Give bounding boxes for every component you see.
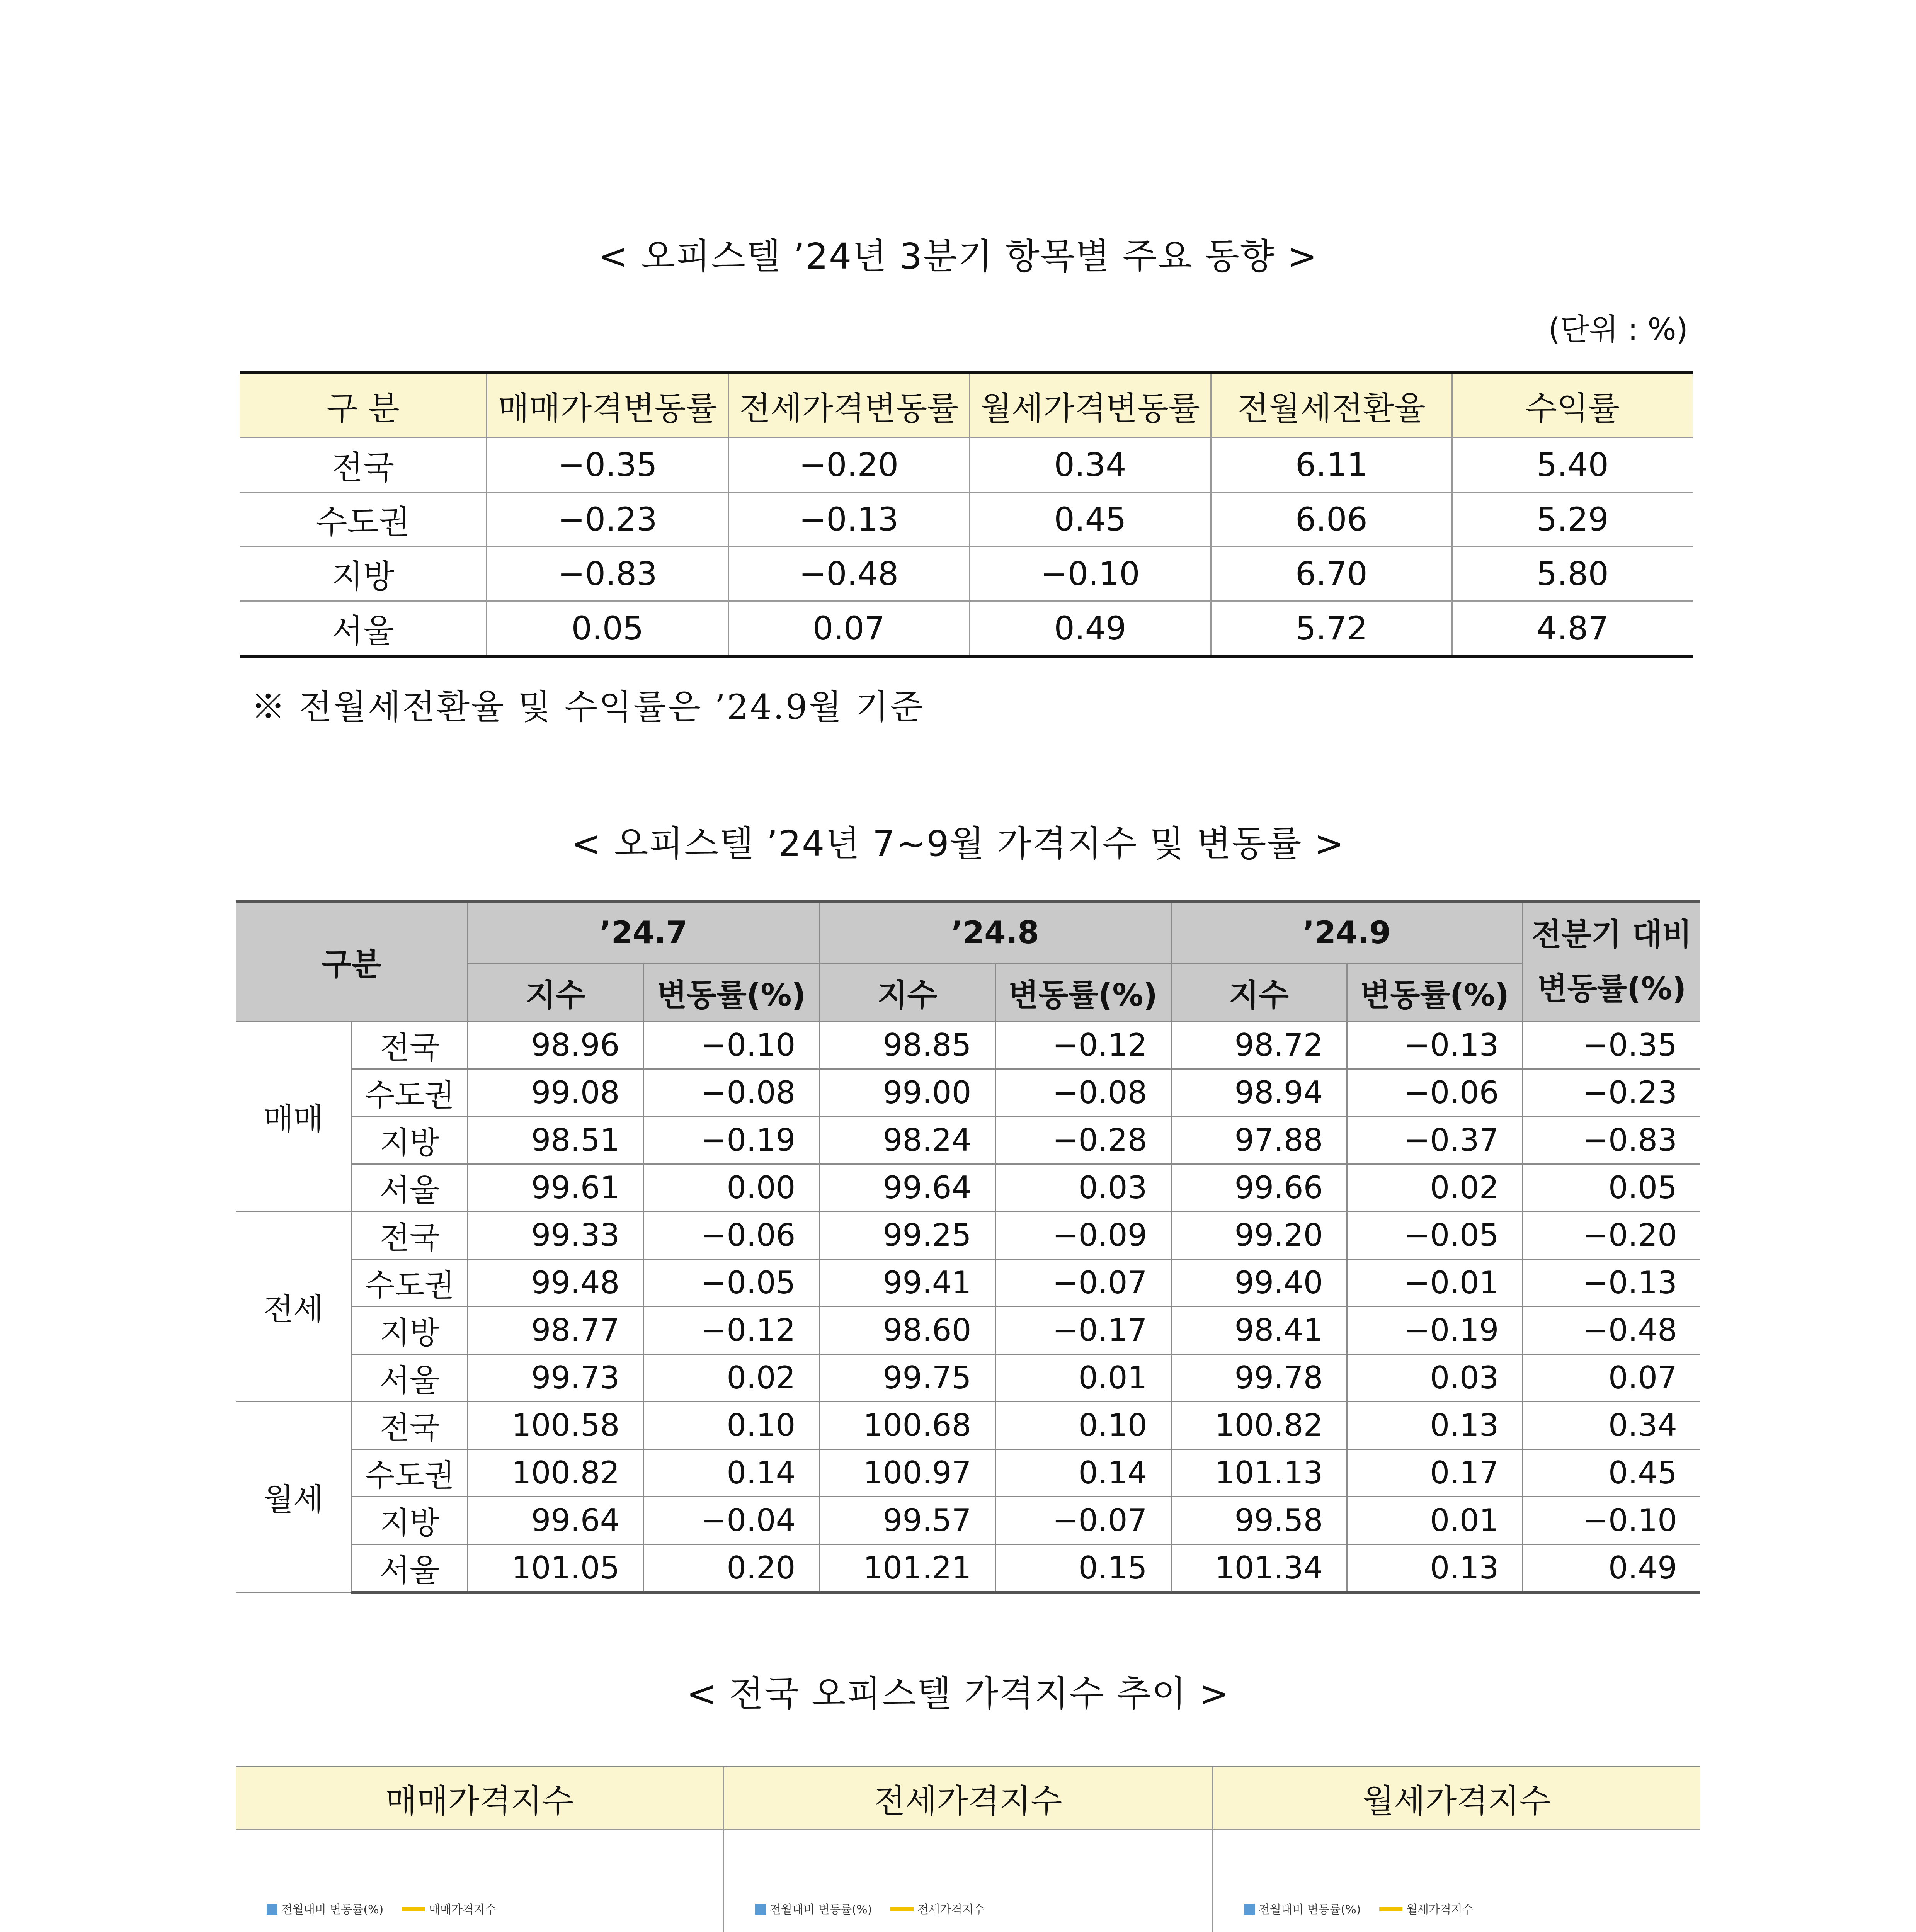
value-cell: 100.82: [1171, 1401, 1347, 1449]
value-cell: −0.23: [1523, 1069, 1700, 1116]
value-cell: 0.03: [995, 1164, 1171, 1211]
legend-bar-label: 전월대비 변동률(%): [281, 1903, 384, 1917]
value-cell: 98.77: [468, 1306, 643, 1354]
table-row: [236, 1164, 1700, 1211]
value-cell: 4.87: [1452, 601, 1693, 657]
legend-bar-swatch: [267, 1904, 277, 1915]
sub-header-rate: 변동률(%): [1347, 963, 1523, 1021]
sub-header-index: 지수: [468, 963, 643, 1021]
charts-title: < 전국 오피스텔 가격지수 추이 >: [686, 1673, 1230, 1714]
month-header: ’24.8: [819, 901, 1171, 963]
value-cell: 101.05: [468, 1544, 643, 1592]
value-cell: −0.37: [1347, 1116, 1523, 1164]
quarter-change-header: [1523, 901, 1700, 1021]
value-cell: 0.01: [1347, 1497, 1523, 1544]
table-row: [236, 1259, 1700, 1306]
value-cell: 98.72: [1171, 1021, 1347, 1069]
value-cell: −0.08: [643, 1069, 819, 1116]
region-cell: 전국: [352, 1021, 468, 1069]
value-cell: 99.64: [468, 1497, 643, 1544]
value-cell: −0.10: [643, 1021, 819, 1069]
value-cell: 5.40: [1452, 438, 1693, 492]
chart-panel-body: [236, 1830, 1700, 1932]
value-cell: 99.08: [468, 1069, 643, 1116]
value-cell: 6.70: [1211, 547, 1452, 601]
value-cell: 0.49: [970, 601, 1211, 657]
value-cell: 98.24: [819, 1116, 995, 1164]
value-cell: 98.94: [1171, 1069, 1347, 1116]
value-cell: 0.00: [643, 1164, 819, 1211]
value-cell: −0.06: [1347, 1069, 1523, 1116]
region-cell: 지방: [352, 1116, 468, 1164]
region-cell: 서울: [352, 1164, 468, 1211]
summary-table: [240, 371, 1693, 658]
value-cell: 0.14: [995, 1449, 1171, 1497]
table-row: [236, 1306, 1700, 1354]
region-cell: 전국: [240, 438, 487, 492]
index-table-body: [236, 1021, 1700, 1592]
table-row: [236, 1544, 1700, 1592]
legend-bar-swatch: [755, 1904, 766, 1915]
value-cell: 0.05: [487, 601, 728, 657]
value-cell: −0.35: [487, 438, 728, 492]
value-cell: 6.06: [1211, 492, 1452, 547]
summary-col-header: 전월세전환율: [1211, 373, 1452, 438]
table-row: [240, 438, 1693, 492]
monthly-chart-svg: [1213, 1830, 1701, 1932]
value-cell: −0.20: [728, 438, 970, 492]
value-cell: 100.97: [819, 1449, 995, 1497]
value-cell: 0.13: [1347, 1544, 1523, 1592]
value-cell: −0.07: [995, 1259, 1171, 1306]
legend-line-label: 전세가격지수: [917, 1903, 985, 1917]
region-cell: 수도권: [352, 1069, 468, 1116]
table-row: [240, 547, 1693, 601]
value-cell: −0.05: [1347, 1211, 1523, 1259]
value-cell: 101.21: [819, 1544, 995, 1592]
value-cell: −0.83: [1523, 1116, 1700, 1164]
group-cell: 전세: [236, 1211, 352, 1401]
value-cell: 99.41: [819, 1259, 995, 1306]
region-cell: 전국: [352, 1211, 468, 1259]
value-cell: 0.34: [1523, 1401, 1700, 1449]
table-row: [240, 601, 1693, 657]
value-cell: −0.06: [643, 1211, 819, 1259]
value-cell: 0.45: [1523, 1449, 1700, 1497]
value-cell: 99.57: [819, 1497, 995, 1544]
value-cell: −0.48: [728, 547, 970, 601]
value-cell: 99.58: [1171, 1497, 1347, 1544]
table1-note: ※ 전월세전환율 및 수익률은 ’24.9월 기준: [251, 687, 924, 727]
value-cell: 0.15: [995, 1544, 1171, 1592]
value-cell: −0.10: [1523, 1497, 1700, 1544]
table-row: [236, 1354, 1700, 1401]
summary-table-header: [240, 373, 1693, 438]
region-cell: 전국: [352, 1401, 468, 1449]
value-cell: −0.12: [643, 1306, 819, 1354]
summary-table-body: [240, 438, 1693, 657]
value-cell: −0.19: [1347, 1306, 1523, 1354]
legend-line-label: 매매가격지수: [429, 1903, 496, 1917]
chart-monthly: [1213, 1830, 1700, 1932]
chart-header-sale: 매매가격지수: [236, 1767, 724, 1829]
sale-chart-svg: [236, 1830, 723, 1932]
sub-header-index: 지수: [1171, 963, 1347, 1021]
value-cell: 0.02: [643, 1354, 819, 1401]
summary-col-header: 전세가격변동률: [728, 373, 970, 438]
value-cell: −0.09: [995, 1211, 1171, 1259]
summary-col-header: 매매가격변동률: [487, 373, 728, 438]
sub-header-index: 지수: [819, 963, 995, 1021]
table-row: [236, 1497, 1700, 1544]
value-cell: −0.20: [1523, 1211, 1700, 1259]
value-cell: 99.00: [819, 1069, 995, 1116]
value-cell: −0.12: [995, 1021, 1171, 1069]
value-cell: 100.82: [468, 1449, 643, 1497]
summary-col-header: 수익률: [1452, 373, 1693, 438]
value-cell: 98.41: [1171, 1306, 1347, 1354]
value-cell: 99.48: [468, 1259, 643, 1306]
chart-sale: [236, 1830, 724, 1932]
chart-jeonse: [724, 1830, 1213, 1932]
value-cell: 0.07: [728, 601, 970, 657]
table-row: [236, 1069, 1700, 1116]
region-cell: 서울: [240, 601, 487, 657]
value-cell: 98.51: [468, 1116, 643, 1164]
table-row: [236, 1401, 1700, 1449]
value-cell: 99.75: [819, 1354, 995, 1401]
value-cell: −0.08: [995, 1069, 1171, 1116]
value-cell: 100.58: [468, 1401, 643, 1449]
value-cell: 99.25: [819, 1211, 995, 1259]
month-header: ’24.7: [468, 901, 819, 963]
table-row: [236, 1116, 1700, 1164]
value-cell: 6.11: [1211, 438, 1452, 492]
summary-col-header: 월세가격변동률: [970, 373, 1211, 438]
group-cell: 매매: [236, 1021, 352, 1211]
value-cell: 5.29: [1452, 492, 1693, 547]
value-cell: 0.17: [1347, 1449, 1523, 1497]
table2-title: < 오피스텔 ’24년 7~9월 가격지수 및 변동률 >: [571, 823, 1345, 864]
value-cell: 0.05: [1523, 1164, 1700, 1211]
value-cell: 99.66: [1171, 1164, 1347, 1211]
summary-col-header: 구 분: [240, 373, 487, 438]
unit-label: (단위 : %): [1548, 312, 1688, 347]
chart-header-jeonse: 전세가격지수: [724, 1767, 1213, 1829]
month-header: ’24.9: [1171, 901, 1523, 963]
value-cell: 99.78: [1171, 1354, 1347, 1401]
value-cell: 0.01: [995, 1354, 1171, 1401]
value-cell: 0.34: [970, 438, 1211, 492]
chart-header-monthly: 월세가격지수: [1362, 1782, 1551, 1820]
value-cell: 99.33: [468, 1211, 643, 1259]
region-cell: 수도권: [352, 1259, 468, 1306]
value-cell: 99.40: [1171, 1259, 1347, 1306]
value-cell: 98.96: [468, 1021, 643, 1069]
value-cell: −0.01: [1347, 1259, 1523, 1306]
legend-bar-label: 전월대비 변동률(%): [770, 1903, 872, 1917]
table-row: [236, 1449, 1700, 1497]
value-cell: −0.19: [643, 1116, 819, 1164]
value-cell: −0.28: [995, 1116, 1171, 1164]
region-cell: 지방: [352, 1306, 468, 1354]
value-cell: 0.13: [1347, 1401, 1523, 1449]
value-cell: −0.05: [643, 1259, 819, 1306]
table-row: [236, 1211, 1700, 1259]
value-cell: −0.17: [995, 1306, 1171, 1354]
sub-header-rate: 변동률(%): [643, 963, 819, 1021]
quarter-change-header-line2: 변동률(%): [1537, 970, 1686, 1007]
value-cell: 0.10: [995, 1401, 1171, 1449]
value-cell: −0.23: [487, 492, 728, 547]
value-cell: 99.64: [819, 1164, 995, 1211]
chart-panel: [236, 1766, 1700, 1932]
region-cell: 서울: [352, 1544, 468, 1592]
value-cell: −0.10: [970, 547, 1211, 601]
region-cell: 수도권: [352, 1449, 468, 1497]
value-cell: 0.07: [1523, 1354, 1700, 1401]
value-cell: 0.14: [643, 1449, 819, 1497]
value-cell: 100.68: [819, 1401, 995, 1449]
value-cell: 0.02: [1347, 1164, 1523, 1211]
quarter-change-header-line1: 전분기 대비: [1531, 916, 1692, 952]
region-cell: 서울: [352, 1354, 468, 1401]
group-cell: 월세: [236, 1401, 352, 1592]
chart-panel-header: [236, 1767, 1700, 1830]
jeonse-chart-svg: [724, 1830, 1212, 1932]
index-table: [236, 900, 1700, 1594]
value-cell: 98.60: [819, 1306, 995, 1354]
value-cell: 5.72: [1211, 601, 1452, 657]
value-cell: −0.13: [1523, 1259, 1700, 1306]
value-cell: −0.83: [487, 547, 728, 601]
region-cell: 지방: [240, 547, 487, 601]
value-cell: 99.20: [1171, 1211, 1347, 1259]
legend-bar-label: 전월대비 변동률(%): [1258, 1903, 1361, 1917]
value-cell: 0.20: [643, 1544, 819, 1592]
value-cell: −0.04: [643, 1497, 819, 1544]
sub-header-rate: 변동률(%): [995, 963, 1171, 1021]
region-cell: 수도권: [240, 492, 487, 547]
legend-bar-swatch: [1244, 1904, 1255, 1915]
value-cell: 98.85: [819, 1021, 995, 1069]
value-cell: 0.10: [643, 1401, 819, 1449]
value-cell: −0.48: [1523, 1306, 1700, 1354]
value-cell: 101.34: [1171, 1544, 1347, 1592]
value-cell: 99.61: [468, 1164, 643, 1211]
value-cell: 99.73: [468, 1354, 643, 1401]
value-cell: 0.45: [970, 492, 1211, 547]
value-cell: 101.13: [1171, 1449, 1347, 1497]
table1-title: < 오피스텔 ’24년 3분기 항목별 주요 동향 >: [598, 236, 1318, 277]
value-cell: 5.80: [1452, 547, 1693, 601]
value-cell: −0.13: [728, 492, 970, 547]
index-table-corner: 구분: [236, 901, 468, 1021]
region-cell: 지방: [352, 1497, 468, 1544]
table-row: [240, 492, 1693, 547]
value-cell: −0.13: [1347, 1021, 1523, 1069]
value-cell: −0.35: [1523, 1021, 1700, 1069]
value-cell: −0.07: [995, 1497, 1171, 1544]
table-row: [236, 1021, 1700, 1069]
value-cell: 0.49: [1523, 1544, 1700, 1592]
value-cell: 97.88: [1171, 1116, 1347, 1164]
value-cell: 0.03: [1347, 1354, 1523, 1401]
legend-line-label: 월세가격지수: [1406, 1903, 1474, 1917]
